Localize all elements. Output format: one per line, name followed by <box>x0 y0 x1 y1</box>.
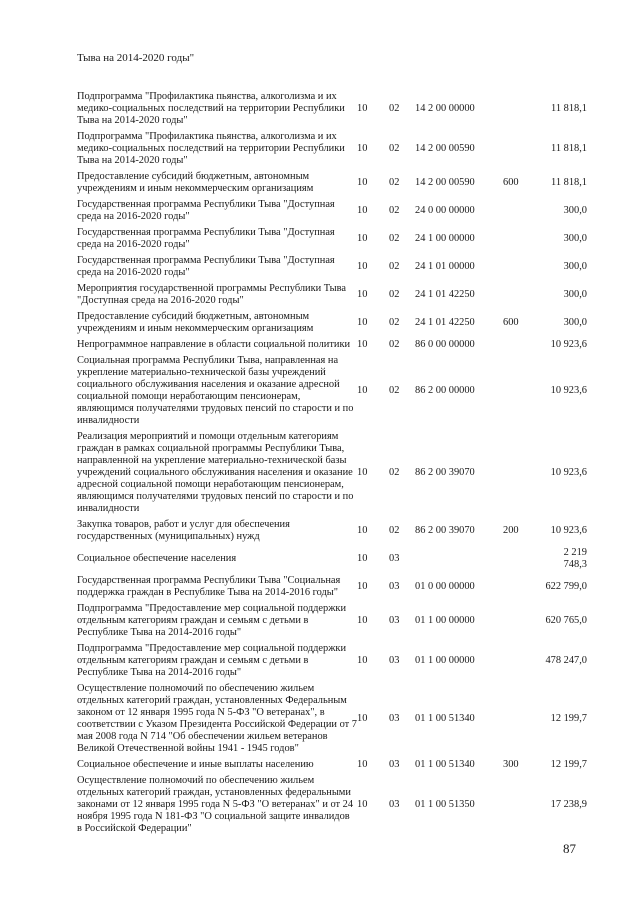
row-name-cell: Реализация мероприятий и помощи отдельным категориям граждан в рамках социальной программы Республики Тыва, направленной на укрепление материально-технической базы учреждений социального обслуживания населения и оказание адресной социальной помощи неработающим пенсионерам, являющимся получателями трудовых пенсий по старости и по инвалидности <box>77 431 354 514</box>
target-article-cell: 01 1 00 51340 <box>415 759 475 770</box>
target-article-cell: 24 1 01 42250 <box>415 317 475 328</box>
amount-cell: 11 818,1 <box>551 143 587 154</box>
table-row <box>77 683 587 755</box>
section-code-cell: 10 <box>357 467 368 478</box>
row-name-cell: Осуществление полномочий по обеспечению жильем отдельных категорий граждан, установленных Федеральным законом от 12 января 1995 года N 5-ФЗ "О ветеранах", в соответствии с Указом Президента Российской Федерации от 7 мая 2008 года N 714 "Об обеспечении жильем ветеранов Великой Отечественной войны 1941 - 1945 годов" <box>77 683 357 754</box>
continued-heading: Тыва на 2014-2020 годы" <box>77 52 195 64</box>
subsection-code-cell: 02 <box>389 317 400 328</box>
subsection-code-cell: 02 <box>389 467 400 478</box>
target-article-cell: 24 1 00 00000 <box>415 233 475 244</box>
subsection-code-cell: 02 <box>389 143 400 154</box>
expense-type-cell: 600 <box>503 177 519 188</box>
target-article-cell: 01 0 00 00000 <box>415 581 475 592</box>
section-code-cell: 10 <box>357 233 368 244</box>
table-row <box>77 255 587 279</box>
target-article-cell: 14 2 00 00590 <box>415 177 475 188</box>
expense-type-cell: 300 <box>503 759 519 770</box>
amount-cell: 300,0 <box>563 317 587 328</box>
expense-type-cell <box>503 683 541 755</box>
page-number: 87 <box>563 841 576 856</box>
row-name-cell: Подпрограмма "Профилактика пьянства, алкоголизма и их медико-социальных последствий на территории Республики Тыва на 2014-2020 годы" <box>77 131 345 166</box>
subsection-code-cell: 02 <box>389 205 400 216</box>
expense-type-cell <box>503 775 541 835</box>
section-code-cell: 10 <box>357 205 368 216</box>
row-name-cell: Закупка товаров, работ и услуг для обеспечения государственных (муниципальных) нужд <box>77 519 290 542</box>
table-row <box>77 171 587 195</box>
row-name-cell: Непрограммное направление в области социальной политики <box>77 339 351 350</box>
row-name-cell: Мероприятия государственной программы Республики Тыва "Доступная среда на 2016-2020 годы" <box>77 283 346 306</box>
subsection-code-cell: 03 <box>389 759 400 770</box>
section-code-cell: 10 <box>357 799 368 810</box>
expense-type-cell <box>503 643 541 679</box>
subsection-code-cell: 03 <box>389 581 400 592</box>
subsection-code-cell: 03 <box>389 615 400 626</box>
row-name-cell: Государственная программа Республики Тыва "Социальная поддержка граждан в Республике Тыва на 2014-2016 годы" <box>77 575 341 598</box>
section-code-cell: 10 <box>357 143 368 154</box>
table-row <box>77 519 587 543</box>
table-row <box>77 355 587 427</box>
amount-cell: 10 923,6 <box>550 339 587 350</box>
section-code-cell: 10 <box>357 525 368 536</box>
amount-cell: 10 923,6 <box>550 467 587 478</box>
section-code-cell: 10 <box>357 581 368 592</box>
subsection-code-cell: 02 <box>389 289 400 300</box>
expense-type-cell <box>503 227 541 251</box>
target-article-cell: 01 1 00 51340 <box>415 713 475 724</box>
amount-cell: 300,0 <box>563 261 587 272</box>
amount-cell: 300,0 <box>563 289 587 300</box>
subsection-code-cell: 02 <box>389 339 400 350</box>
row-name-cell: Подпрограмма "Профилактика пьянства, алкоголизма и их медико-социальных последствий на территории Республики Тыва на 2014-2020 годы" <box>77 91 345 126</box>
amount-cell: 12 199,7 <box>550 713 587 724</box>
table-row <box>77 575 587 599</box>
target-article-cell: 86 2 00 39070 <box>415 525 475 536</box>
table-row <box>77 775 587 835</box>
section-code-cell: 10 <box>357 713 368 724</box>
target-article-cell: 24 0 00 00000 <box>415 205 475 216</box>
expense-type-cell <box>503 431 541 515</box>
expense-type-cell <box>503 199 541 223</box>
target-article-cell: 01 1 00 00000 <box>415 655 475 666</box>
row-name-cell: Социальная программа Республики Тыва, направленная на укрепление материально-технической базы учреждений социального обслуживания населения и оказание адресной социальной помощи неработающим пенсионерам, являющимся получателями трудовых пенсий по старости и по инвалидности <box>77 355 354 426</box>
target-article-cell: 01 1 00 51350 <box>415 799 475 810</box>
table-row <box>77 339 587 351</box>
expense-type-cell <box>503 131 541 167</box>
table-row <box>77 431 587 515</box>
row-name-cell: Подпрограмма "Предоставление мер социальной поддержки отдельным категориям граждан и семьям с детьми в Республике Тыва на 2014-2016 годы" <box>77 643 347 678</box>
target-article-cell: 24 1 01 00000 <box>415 261 475 272</box>
expense-type-cell <box>503 283 541 307</box>
row-name-cell: Социальное обеспечение и иные выплаты населению <box>77 759 314 770</box>
amount-cell: 622 799,0 <box>545 581 587 592</box>
target-article-cell <box>415 547 503 571</box>
section-code-cell: 10 <box>357 177 368 188</box>
amount-cell: 300,0 <box>563 233 587 244</box>
expense-type-cell <box>503 255 541 279</box>
row-name-cell: Государственная программа Республики Тыва "Доступная среда на 2016-2020 годы" <box>77 227 335 250</box>
row-name-cell: Государственная программа Республики Тыва "Доступная среда на 2016-2020 годы" <box>77 199 335 222</box>
expense-type-cell: 200 <box>503 525 519 536</box>
subsection-code-cell: 02 <box>389 177 400 188</box>
section-code-cell: 10 <box>357 655 368 666</box>
table-row <box>77 199 587 223</box>
table-row <box>77 227 587 251</box>
budget-table <box>77 91 587 839</box>
amount-cell: 620 765,0 <box>545 615 587 626</box>
row-name-cell: Предоставление субсидий бюджетным, автономным учреждениям и иным некоммерческим организациям <box>77 311 314 334</box>
amount-cell: 478 247,0 <box>545 655 587 666</box>
table-row <box>77 759 587 771</box>
expense-type-cell: 600 <box>503 317 519 328</box>
amount-cell: 2 219 748,3 <box>563 547 587 570</box>
table-row <box>77 603 587 639</box>
subsection-code-cell: 03 <box>389 799 400 810</box>
target-article-cell: 14 2 00 00000 <box>415 103 475 114</box>
table-row <box>77 311 587 335</box>
expense-type-cell <box>503 575 541 599</box>
subsection-code-cell: 02 <box>389 261 400 272</box>
table-row <box>77 91 587 127</box>
expense-type-cell <box>503 603 541 639</box>
section-code-cell: 10 <box>357 553 368 564</box>
target-article-cell: 01 1 00 00000 <box>415 615 475 626</box>
amount-cell: 11 818,1 <box>551 177 587 188</box>
subsection-code-cell: 02 <box>389 103 400 114</box>
row-name-cell: Подпрограмма "Предоставление мер социальной поддержки отдельным категориям граждан и семьям с детьми в Республике Тыва на 2014-2016 годы" <box>77 603 347 638</box>
expense-type-cell <box>503 547 541 571</box>
section-code-cell: 10 <box>357 261 368 272</box>
expense-type-cell <box>503 355 541 427</box>
section-code-cell: 10 <box>357 759 368 770</box>
section-code-cell: 10 <box>357 289 368 300</box>
table-row <box>77 547 587 571</box>
target-article-cell: 86 0 00 00000 <box>415 339 475 350</box>
target-article-cell: 86 2 00 39070 <box>415 467 475 478</box>
row-name-cell: Государственная программа Республики Тыва "Доступная среда на 2016-2020 годы" <box>77 255 335 278</box>
section-code-cell: 10 <box>357 103 368 114</box>
subsection-code-cell: 03 <box>389 655 400 666</box>
amount-cell: 11 818,1 <box>551 103 587 114</box>
amount-cell: 17 238,9 <box>550 799 587 810</box>
row-name-cell: Предоставление субсидий бюджетным, автономным учреждениям и иным некоммерческим организациям <box>77 171 314 194</box>
table-row <box>77 643 587 679</box>
row-name-cell: Осуществление полномочий по обеспечению жильем отдельных категорий граждан, установленных федеральными законами от 12 января 1995 года N 5-ФЗ "О ветеранах" и от 24 ноября 1995 года N 181-ФЗ "О социальной защите инвалидов в Российской Федерации" <box>77 775 354 834</box>
row-name-cell: Социальное обеспечение населения <box>77 553 237 564</box>
subsection-code-cell: 02 <box>389 385 400 396</box>
table-row <box>77 131 587 167</box>
section-code-cell: 10 <box>357 339 368 350</box>
section-code-cell: 10 <box>357 615 368 626</box>
row-spacer <box>77 835 587 839</box>
expense-type-cell <box>503 339 541 351</box>
section-code-cell: 10 <box>357 385 368 396</box>
amount-cell: 300,0 <box>563 205 587 216</box>
target-article-cell: 86 2 00 00000 <box>415 385 475 396</box>
row-spacer-cell <box>77 835 587 839</box>
target-article-cell: 14 2 00 00590 <box>415 143 475 154</box>
section-code-cell: 10 <box>357 317 368 328</box>
subsection-code-cell: 03 <box>389 553 400 564</box>
table-row <box>77 283 587 307</box>
subsection-code-cell: 02 <box>389 525 400 536</box>
target-article-cell: 24 1 01 42250 <box>415 289 475 300</box>
subsection-code-cell: 03 <box>389 713 400 724</box>
amount-cell: 10 923,6 <box>550 525 587 536</box>
expense-type-cell <box>503 91 541 127</box>
amount-cell: 10 923,6 <box>550 385 587 396</box>
subsection-code-cell: 02 <box>389 233 400 244</box>
amount-cell: 12 199,7 <box>550 759 587 770</box>
